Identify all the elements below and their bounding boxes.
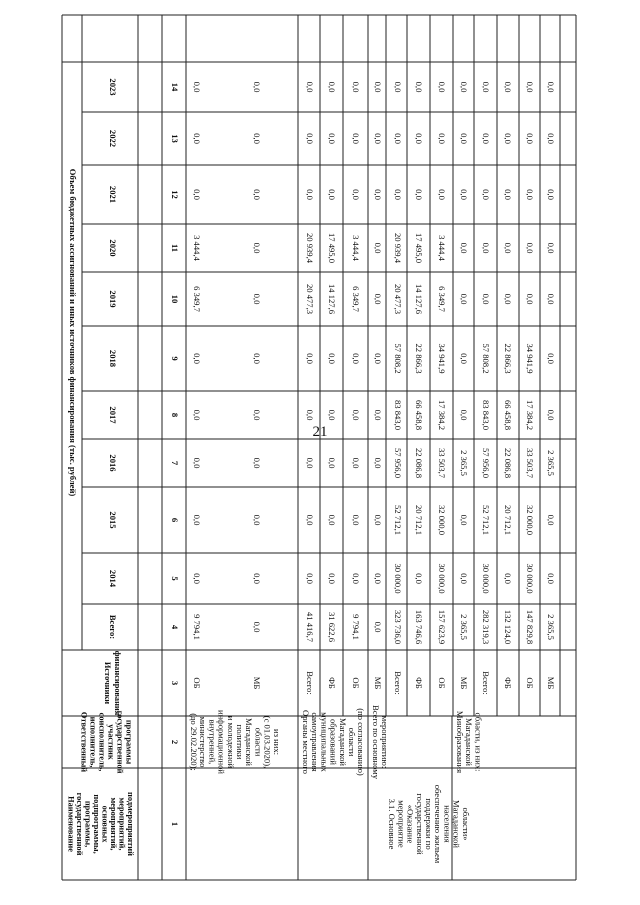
source-cell: Всего: (481, 671, 492, 695)
year-label: 2016 (108, 454, 119, 472)
value-cell: 0,0 (351, 133, 362, 144)
header-executor: Ответственный (79, 711, 89, 773)
value-cell: 0,0 (546, 573, 557, 584)
value-cell: 0,0 (373, 409, 384, 421)
value-cell: 0,0 (305, 457, 316, 469)
value-cell: 0,0 (481, 293, 492, 305)
value-cell: 0,0 (459, 573, 470, 584)
value-cell: 0,0 (459, 189, 470, 200)
year-label: 2018 (108, 349, 119, 368)
value-cell: 20 712,1 (503, 504, 514, 536)
group-name: области» (460, 807, 471, 841)
value-cell: 0,0 (351, 573, 362, 584)
value-cell: 66 458,8 (503, 399, 514, 431)
value-cell: 32 000,0 (437, 504, 448, 536)
column-number: 8 (170, 412, 181, 418)
value-cell: 0,0 (252, 353, 263, 364)
value-cell: 20 939,4 (393, 232, 404, 264)
value-cell: 22 866,3 (414, 343, 425, 374)
value-cell: 2 365,5 (546, 614, 557, 640)
value-cell: 0,0 (459, 353, 470, 364)
value-cell: 0,0 (351, 81, 362, 93)
value-cell: 0,0 (305, 514, 316, 526)
source-cell: ОБ (351, 677, 362, 689)
value-cell: 30 000,0 (525, 563, 536, 594)
value-cell: 0,0 (393, 81, 404, 93)
group-executor: (до 29.02.2020); (189, 713, 200, 771)
value-cell: 17 384,2 (525, 399, 536, 431)
value-cell: 0,0 (192, 353, 203, 364)
value-cell: 0,0 (373, 514, 384, 526)
value-cell: 0,0 (351, 189, 362, 200)
value-cell: 163 746,6 (414, 609, 425, 645)
group-name: мероприятие (396, 800, 407, 848)
value-cell: 17 495,0 (414, 232, 425, 264)
value-cell: 52 712,1 (393, 504, 404, 536)
column-number: 7 (170, 460, 181, 466)
value-cell: 32 000,0 (525, 504, 536, 536)
value-cell: 0,0 (327, 81, 338, 93)
year-label: 2022 (108, 129, 119, 148)
value-cell: 66 458,8 (414, 399, 425, 431)
value-cell: 0,0 (252, 81, 263, 93)
year-label: 2020 (108, 239, 119, 257)
value-cell: 2 365,5 (459, 614, 470, 640)
group-name: «Оказание (405, 804, 416, 844)
header-name: подмероприятий (125, 792, 135, 856)
group-executor: области, из них: (473, 712, 484, 772)
value-cell: 0,0 (503, 242, 514, 254)
year-label: 2021 (108, 185, 119, 204)
year-label: 2023 (108, 78, 119, 96)
column-number: 11 (170, 243, 181, 253)
value-cell: 0,0 (393, 133, 404, 144)
value-cell: 0,0 (305, 409, 316, 421)
value-cell: 3 444,4 (351, 235, 362, 261)
value-cell: 323 736,0 (393, 609, 404, 645)
value-cell: 0,0 (192, 189, 203, 200)
source-cell: ОБ (525, 677, 536, 689)
column-number: 1 (170, 821, 181, 827)
value-cell: 0,0 (459, 293, 470, 305)
value-cell: 0,0 (437, 189, 448, 200)
value-cell: 14 127,6 (327, 283, 338, 315)
value-cell: 0,0 (546, 81, 557, 93)
group-executor: Магаданской (464, 717, 475, 767)
value-cell: 0,0 (546, 353, 557, 364)
value-cell: 0,0 (546, 514, 557, 526)
value-cell: 17 384,2 (437, 399, 448, 431)
value-cell: 17 495,0 (327, 232, 338, 264)
value-cell: 0,0 (327, 133, 338, 144)
value-cell: 0,0 (373, 573, 384, 584)
value-cell: 0,0 (503, 133, 514, 144)
value-cell: 20 939,4 (305, 232, 316, 264)
value-cell: 2 365,5 (459, 450, 470, 476)
value-cell: 57 956,0 (481, 447, 492, 479)
group-executor: мероприятию: (380, 715, 391, 769)
value-cell: 0,0 (393, 189, 404, 200)
header-name: мероприятий, (117, 797, 127, 851)
header-name: программы, (83, 800, 93, 848)
value-cell: 0,0 (252, 133, 263, 144)
value-cell: 20 477,3 (393, 283, 404, 315)
value-cell: 0,0 (546, 409, 557, 421)
year-label: 2014 (108, 569, 119, 588)
source-cell: МБ (373, 676, 384, 690)
value-cell: 57 808,2 (393, 343, 404, 374)
column-number: 14 (170, 82, 181, 92)
header-executor: исполнитель, (88, 716, 98, 768)
header-executor: участник (106, 724, 116, 760)
column-number: 13 (170, 134, 181, 143)
source-cell: ОБ (437, 677, 448, 689)
column-number: 6 (170, 517, 181, 523)
group-name: населения (442, 805, 453, 843)
value-cell: 30 000,0 (481, 563, 492, 594)
value-cell: 30 000,0 (437, 563, 448, 594)
source-cell: ФБ (503, 677, 514, 689)
value-cell: 14 127,6 (414, 283, 425, 315)
header-source: Источники (103, 661, 113, 705)
header-name: государственной (74, 792, 84, 856)
value-cell: 147 829,8 (525, 609, 536, 645)
value-cell: 0,0 (327, 457, 338, 469)
value-cell: 0,0 (373, 293, 384, 305)
group-executor: из них: (271, 728, 282, 756)
column-number: 3 (170, 680, 181, 686)
value-cell: 0,0 (327, 353, 338, 364)
header-executor: государственной (115, 710, 125, 774)
year-label: 2015 (108, 511, 119, 529)
value-cell: 0,0 (546, 293, 557, 305)
value-cell: 83 843,0 (481, 399, 492, 431)
value-cell: 57 956,0 (393, 447, 404, 479)
group-executor: (по согласованию) (356, 708, 367, 776)
value-cell: 0,0 (373, 242, 384, 254)
group-executor: (с 01.03.2020), (262, 715, 273, 769)
value-cell: 33 503,7 (525, 447, 536, 479)
value-cell: 0,0 (252, 242, 263, 254)
value-cell: 0,0 (327, 573, 338, 584)
value-cell: 0,0 (437, 133, 448, 144)
group-name: 3.1. Основное (387, 798, 398, 850)
value-cell: 20 712,1 (414, 504, 425, 536)
value-cell: 3 444,4 (437, 235, 448, 261)
value-cell: 0,0 (414, 81, 425, 93)
value-cell: 0,0 (252, 514, 263, 526)
source-cell: МБ (546, 676, 557, 690)
header-name: подпрограммы, (91, 794, 101, 854)
value-cell: 0,0 (192, 409, 203, 421)
value-cell: 0,0 (437, 81, 448, 93)
value-cell: 0,0 (192, 573, 203, 584)
column-number: 4 (170, 624, 181, 630)
value-cell: 282 319,3 (481, 609, 492, 645)
value-cell: 0,0 (252, 293, 263, 305)
value-cell: 41 416,7 (305, 611, 316, 643)
group-executor: Магаданской (337, 717, 348, 767)
group-executor: министерство (198, 716, 209, 768)
value-cell: 0,0 (525, 242, 536, 254)
value-cell: 6 349,7 (437, 286, 448, 312)
table-text (66, 78, 556, 863)
value-cell: 0,0 (503, 573, 514, 584)
header-executor: программы (124, 719, 134, 765)
group-executor: самоуправления (310, 712, 321, 772)
value-cell: 0,0 (373, 457, 384, 469)
value-cell: 0,0 (481, 133, 492, 144)
value-cell: 0,0 (459, 242, 470, 254)
value-cell: 0,0 (414, 133, 425, 144)
value-cell: 22 086,8 (503, 447, 514, 479)
group-name: поддержки по (424, 798, 435, 850)
source-cell: МБ (252, 676, 263, 690)
value-cell: 6 349,7 (192, 286, 203, 312)
source-cell: ФБ (414, 677, 425, 689)
value-cell: 0,0 (503, 81, 514, 93)
header-name: мероприятий, (108, 797, 118, 851)
value-cell: 0,0 (252, 189, 263, 200)
value-cell: 0,0 (252, 621, 263, 633)
source-cell: ФБ (327, 677, 338, 689)
value-cell: 0,0 (351, 353, 362, 364)
value-cell: 0,0 (305, 189, 316, 200)
value-cell: 0,0 (546, 133, 557, 144)
value-cell: 0,0 (252, 573, 263, 584)
value-cell: 9 794,1 (192, 614, 203, 640)
source-cell: ОБ (192, 677, 203, 689)
value-cell: 0,0 (546, 242, 557, 254)
group-executor: области (253, 727, 264, 757)
value-cell: 0,0 (305, 353, 316, 364)
value-cell: 0,0 (373, 81, 384, 93)
value-cell: 0,0 (481, 81, 492, 93)
value-cell: 0,0 (192, 457, 203, 469)
column-number: 10 (170, 294, 181, 304)
value-cell: 34 941,9 (437, 343, 448, 374)
value-cell: 0,0 (327, 409, 338, 421)
value-cell: 0,0 (192, 514, 203, 526)
value-cell: 0,0 (305, 133, 316, 144)
value-cell: 0,0 (373, 133, 384, 144)
value-cell: 0,0 (252, 409, 263, 421)
source-cell: Всего: (305, 671, 316, 695)
group-executor: и молодежной (225, 715, 236, 769)
year-label: 2017 (108, 406, 119, 424)
value-cell: 3 444,4 (192, 235, 203, 261)
value-cell: 31 622,6 (327, 611, 338, 643)
value-cell: 132 124,0 (503, 609, 514, 645)
header-executor: соисполнитель, (97, 712, 107, 772)
group-executor: информационной (216, 709, 227, 775)
value-cell: 0,0 (525, 293, 536, 305)
value-cell: 0,0 (373, 621, 384, 633)
value-cell: 0,0 (351, 457, 362, 469)
value-cell: 0,0 (525, 189, 536, 200)
value-cell: 0,0 (351, 409, 362, 421)
group-name: Магаданской (451, 799, 462, 849)
group-executor: муниципальных (319, 712, 330, 772)
header-name: Наименование (66, 796, 76, 852)
value-cell: 0,0 (481, 189, 492, 200)
value-cell: 22 086,8 (414, 447, 425, 479)
group-executor: образований (328, 719, 339, 765)
value-cell: 0,0 (525, 133, 536, 144)
column-number: 2 (170, 739, 181, 745)
value-cell: 0,0 (546, 189, 557, 200)
value-cell: 0,0 (459, 514, 470, 526)
value-cell: 2 365,5 (546, 450, 557, 476)
value-cell: 0,0 (327, 514, 338, 526)
value-cell: 52 712,1 (481, 504, 492, 536)
value-cell: 0,0 (373, 189, 384, 200)
group-executor: Магаданской (244, 717, 255, 767)
column-number: 5 (170, 576, 181, 581)
group-name: обеспечению жильем (433, 784, 444, 864)
value-cell: 0,0 (327, 189, 338, 200)
funding-title: Объем бюджетных ассигнований и иных источников финансирования (тыс. рублей) (68, 168, 79, 497)
value-cell: 0,0 (252, 457, 263, 469)
value-cell: 83 843,0 (393, 399, 404, 431)
group-executor: политики (235, 724, 246, 760)
group-executor: области (347, 727, 358, 757)
value-cell: 6 349,7 (351, 286, 362, 312)
value-cell: 0,0 (305, 573, 316, 584)
column-number: 12 (170, 190, 181, 199)
value-cell: 20 477,3 (305, 283, 316, 315)
year-label: Всего: (108, 614, 119, 640)
value-cell: 33 503,7 (437, 447, 448, 479)
value-cell: 0,0 (459, 409, 470, 421)
value-cell: 0,0 (414, 573, 425, 584)
value-cell: 0,0 (481, 242, 492, 254)
value-cell: 9 794,1 (351, 614, 362, 640)
group-name: государственной (414, 793, 425, 855)
year-label: 2019 (108, 290, 119, 308)
group-executor: Всего по основному (371, 704, 382, 780)
header-source: финансирования (113, 650, 123, 716)
page-number: 21 (312, 424, 328, 440)
header-name: основных (100, 805, 110, 843)
value-cell: 0,0 (192, 133, 203, 144)
value-cell: 0,0 (525, 81, 536, 93)
value-cell: 0,0 (414, 189, 425, 200)
group-executor: Органы местного (301, 710, 312, 774)
value-cell: 0,0 (305, 81, 316, 93)
value-cell: 0,0 (503, 189, 514, 200)
value-cell: 157 623,9 (437, 609, 448, 645)
value-cell: 0,0 (503, 293, 514, 305)
value-cell: 0,0 (192, 81, 203, 93)
value-cell: 0,0 (351, 514, 362, 526)
column-number: 9 (170, 356, 181, 361)
source-cell: МБ (459, 676, 470, 690)
value-cell: 57 808,2 (481, 343, 492, 374)
value-cell: 0,0 (459, 133, 470, 144)
value-cell: 34 941,9 (525, 343, 536, 374)
value-cell: 0,0 (459, 81, 470, 93)
group-executor: внутренней, (207, 719, 218, 765)
source-cell: Всего: (393, 671, 404, 695)
value-cell: 0,0 (373, 353, 384, 364)
group-executor: Минобразования (455, 710, 466, 774)
value-cell: 30 000,0 (393, 563, 404, 594)
value-cell: 22 866,3 (503, 343, 514, 374)
